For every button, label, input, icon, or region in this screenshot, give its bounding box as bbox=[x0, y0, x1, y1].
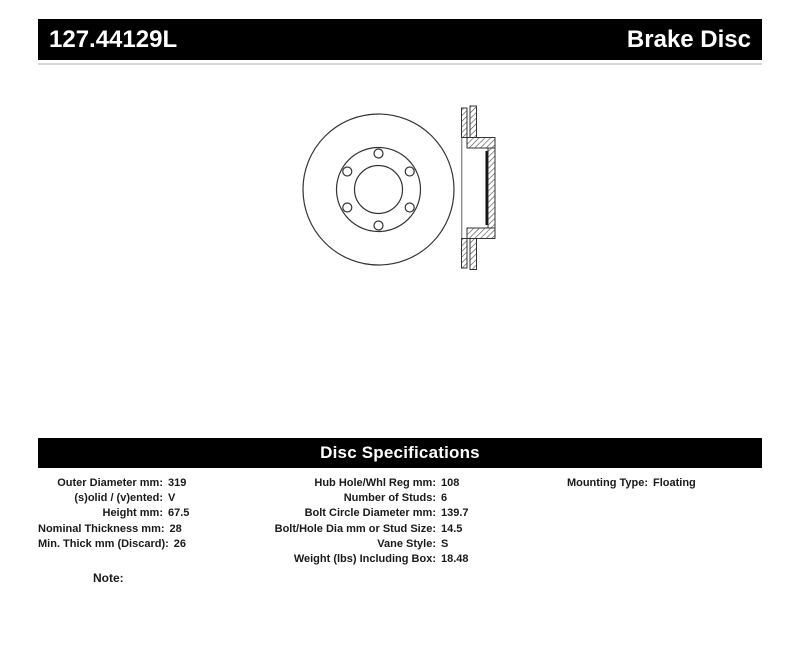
center-hole-circle bbox=[355, 166, 403, 214]
spec-value: 6 bbox=[441, 491, 448, 504]
spec-label: Hub Hole/Whl Reg mm: bbox=[314, 476, 436, 489]
note-row bbox=[93, 571, 130, 585]
spec-row bbox=[256, 551, 516, 566]
spec-label: Mounting Type: bbox=[566, 476, 648, 489]
spec-value: 18.48 bbox=[441, 553, 469, 566]
outer-diameter-circle bbox=[303, 114, 454, 265]
bolt-hole bbox=[405, 203, 414, 212]
brake-disc-front-view bbox=[303, 114, 454, 265]
spec-value: 319 bbox=[168, 476, 187, 489]
spec-row bbox=[38, 475, 283, 490]
bolt-hole bbox=[343, 167, 352, 176]
spec-label: Weight (lbs) Including Box: bbox=[293, 553, 436, 566]
spec-section-title: Disc Specifications bbox=[320, 443, 480, 462]
spec-value: 108 bbox=[441, 476, 460, 489]
header-divider-line bbox=[38, 63, 762, 65]
section-plate-outboard-bottom bbox=[462, 239, 468, 269]
section-plate-inboard-bottom bbox=[470, 239, 477, 270]
spec-label: Outer Diameter mm: bbox=[57, 476, 163, 489]
spec-value: 26 bbox=[173, 537, 187, 550]
brake-disc-section-view bbox=[462, 106, 496, 270]
section-plate-outboard-top bbox=[462, 108, 468, 138]
spec-column-type bbox=[533, 475, 762, 490]
spec-value: 139.7 bbox=[441, 507, 469, 520]
spec-label: Nominal Thickness mm: bbox=[38, 522, 165, 535]
spec-label: Bolt Circle Diameter mm: bbox=[304, 507, 436, 520]
header-bar bbox=[38, 19, 762, 60]
spec-column-dimensions bbox=[38, 475, 283, 551]
spec-row bbox=[38, 521, 283, 536]
spec-row bbox=[256, 521, 516, 536]
bolt-hole bbox=[374, 221, 383, 230]
spec-row bbox=[256, 506, 516, 521]
spec-value: S bbox=[441, 537, 449, 550]
bolt-hole bbox=[374, 149, 383, 158]
spec-row bbox=[256, 475, 516, 490]
spec-row bbox=[256, 490, 516, 505]
spec-row bbox=[38, 506, 283, 521]
spec-value: V bbox=[168, 491, 176, 504]
part-number: 127.44129L bbox=[49, 25, 178, 53]
spec-label: Vane Style: bbox=[377, 537, 436, 550]
section-hat-wall bbox=[488, 148, 495, 228]
spec-row bbox=[533, 475, 762, 490]
bolt-hole bbox=[405, 167, 414, 176]
section-hat-flange-top bbox=[467, 138, 495, 149]
section-plate-inboard-top bbox=[470, 106, 477, 138]
spec-row bbox=[256, 536, 516, 551]
brake-disc-technical-drawing bbox=[280, 95, 520, 285]
spec-value: Floating bbox=[653, 476, 696, 489]
spec-row bbox=[38, 536, 283, 551]
spec-value: 14.5 bbox=[441, 522, 463, 535]
spec-row bbox=[38, 490, 283, 505]
spec-label: Min. Thick mm (Discard): bbox=[38, 537, 169, 550]
spec-label: Bolt/Hole Dia mm or Stud Size: bbox=[274, 522, 436, 535]
note-label: Note: bbox=[93, 571, 124, 585]
bolt-hole bbox=[343, 203, 352, 212]
spec-label: Number of Studs: bbox=[343, 491, 436, 504]
spec-column-mounting bbox=[256, 475, 516, 567]
section-hat-flange-bottom bbox=[467, 228, 495, 239]
hat-circle bbox=[337, 148, 421, 232]
spec-value: 67.5 bbox=[168, 507, 190, 520]
spec-section-bar bbox=[38, 438, 762, 468]
spec-label: Height mm: bbox=[102, 507, 163, 520]
spec-value: 28 bbox=[169, 522, 182, 535]
spec-label: (s)olid / (v)ented: bbox=[74, 491, 163, 504]
product-type-title: Brake Disc bbox=[626, 25, 751, 53]
